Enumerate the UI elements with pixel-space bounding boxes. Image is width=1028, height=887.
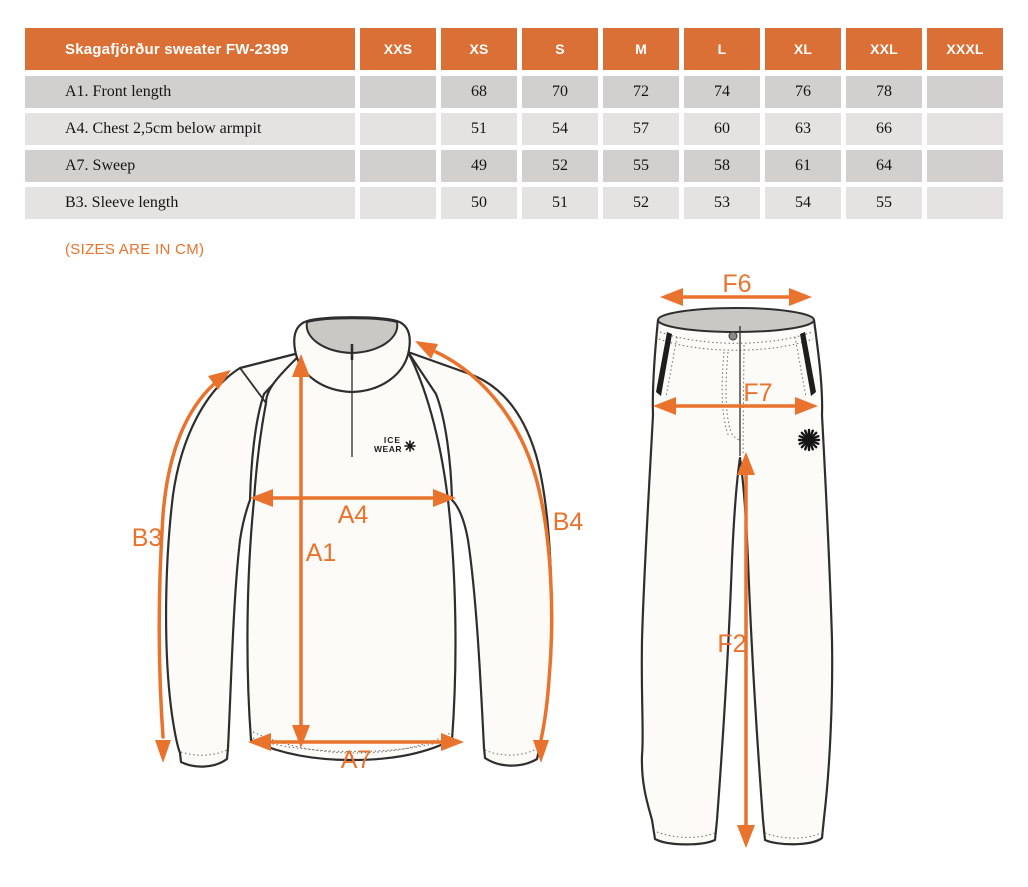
- pants-snowflake-icon: [799, 430, 819, 450]
- label-a4: A4: [337, 501, 369, 529]
- value-cell: 74: [684, 76, 760, 108]
- table-header-row: [25, 28, 1003, 70]
- label-f2: F2: [717, 630, 747, 658]
- table-row-a4: [25, 113, 1003, 145]
- value-cell: 60: [684, 113, 760, 145]
- value-cell: 72: [603, 76, 679, 108]
- value-cell: 50: [441, 187, 517, 219]
- waist-button: [729, 332, 737, 340]
- size-header-m: M: [603, 28, 679, 70]
- value-cell: 52: [522, 150, 598, 182]
- table-row-a7: [25, 150, 1003, 182]
- value-cell: 58: [684, 150, 760, 182]
- value-cell: 68: [441, 76, 517, 108]
- label-f6: F6: [722, 270, 752, 298]
- size-header-s: S: [522, 28, 598, 70]
- value-cell: 52: [603, 187, 679, 219]
- row-label: A1. Front length: [25, 76, 355, 108]
- value-cell: 57: [603, 113, 679, 145]
- size-header-xxl: XXL: [846, 28, 922, 70]
- logo-line1: ICE: [383, 435, 401, 445]
- row-label: A4. Chest 2,5cm below armpit: [25, 113, 355, 145]
- value-cell: 51: [441, 113, 517, 145]
- size-header-xxxl: XXXL: [927, 28, 1003, 70]
- size-table: [25, 28, 1003, 219]
- value-cell: 53: [684, 187, 760, 219]
- label-a7: A7: [340, 746, 372, 774]
- row-label: A7. Sweep: [25, 150, 355, 182]
- size-header-xl: XL: [765, 28, 841, 70]
- sweater-drawing: [166, 317, 551, 766]
- label-f7: F7: [743, 379, 773, 407]
- row-label: B3. Sleeve length: [25, 187, 355, 219]
- value-cell: 54: [765, 187, 841, 219]
- label-b4: B4: [552, 508, 584, 536]
- sizes-in-cm-caption: (SIZES ARE IN CM): [65, 241, 205, 258]
- value-cell: 66: [846, 113, 922, 145]
- value-cell: [360, 113, 436, 145]
- value-cell: 55: [603, 150, 679, 182]
- value-cell: 64: [846, 150, 922, 182]
- value-cell: 54: [522, 113, 598, 145]
- value-cell: 63: [765, 113, 841, 145]
- value-cell: [927, 187, 1003, 219]
- value-cell: 76: [765, 76, 841, 108]
- table-row-b3: [25, 187, 1003, 219]
- value-cell: 49: [441, 150, 517, 182]
- product-title: Skagafjörður sweater FW-2399: [25, 28, 355, 70]
- label-a1: A1: [305, 539, 337, 567]
- value-cell: 51: [522, 187, 598, 219]
- value-cell: [927, 150, 1003, 182]
- pants-body: [642, 313, 832, 844]
- size-header-l: L: [684, 28, 760, 70]
- value-cell: [927, 113, 1003, 145]
- value-cell: 70: [522, 76, 598, 108]
- size-header-xxs: XXS: [360, 28, 436, 70]
- value-cell: 78: [846, 76, 922, 108]
- measurement-diagram: [0, 268, 1028, 887]
- logo-line2: WEAR: [374, 444, 402, 454]
- size-header-xs: XS: [441, 28, 517, 70]
- table-row-a1: [25, 76, 1003, 108]
- value-cell: 61: [765, 150, 841, 182]
- pants-drawing: [642, 308, 832, 844]
- value-cell: [360, 187, 436, 219]
- label-b3: B3: [131, 524, 163, 552]
- logo-snowflake-icon: [405, 441, 415, 451]
- value-cell: [360, 150, 436, 182]
- value-cell: [927, 76, 1003, 108]
- waist-opening: [658, 308, 814, 332]
- value-cell: 55: [846, 187, 922, 219]
- value-cell: [360, 76, 436, 108]
